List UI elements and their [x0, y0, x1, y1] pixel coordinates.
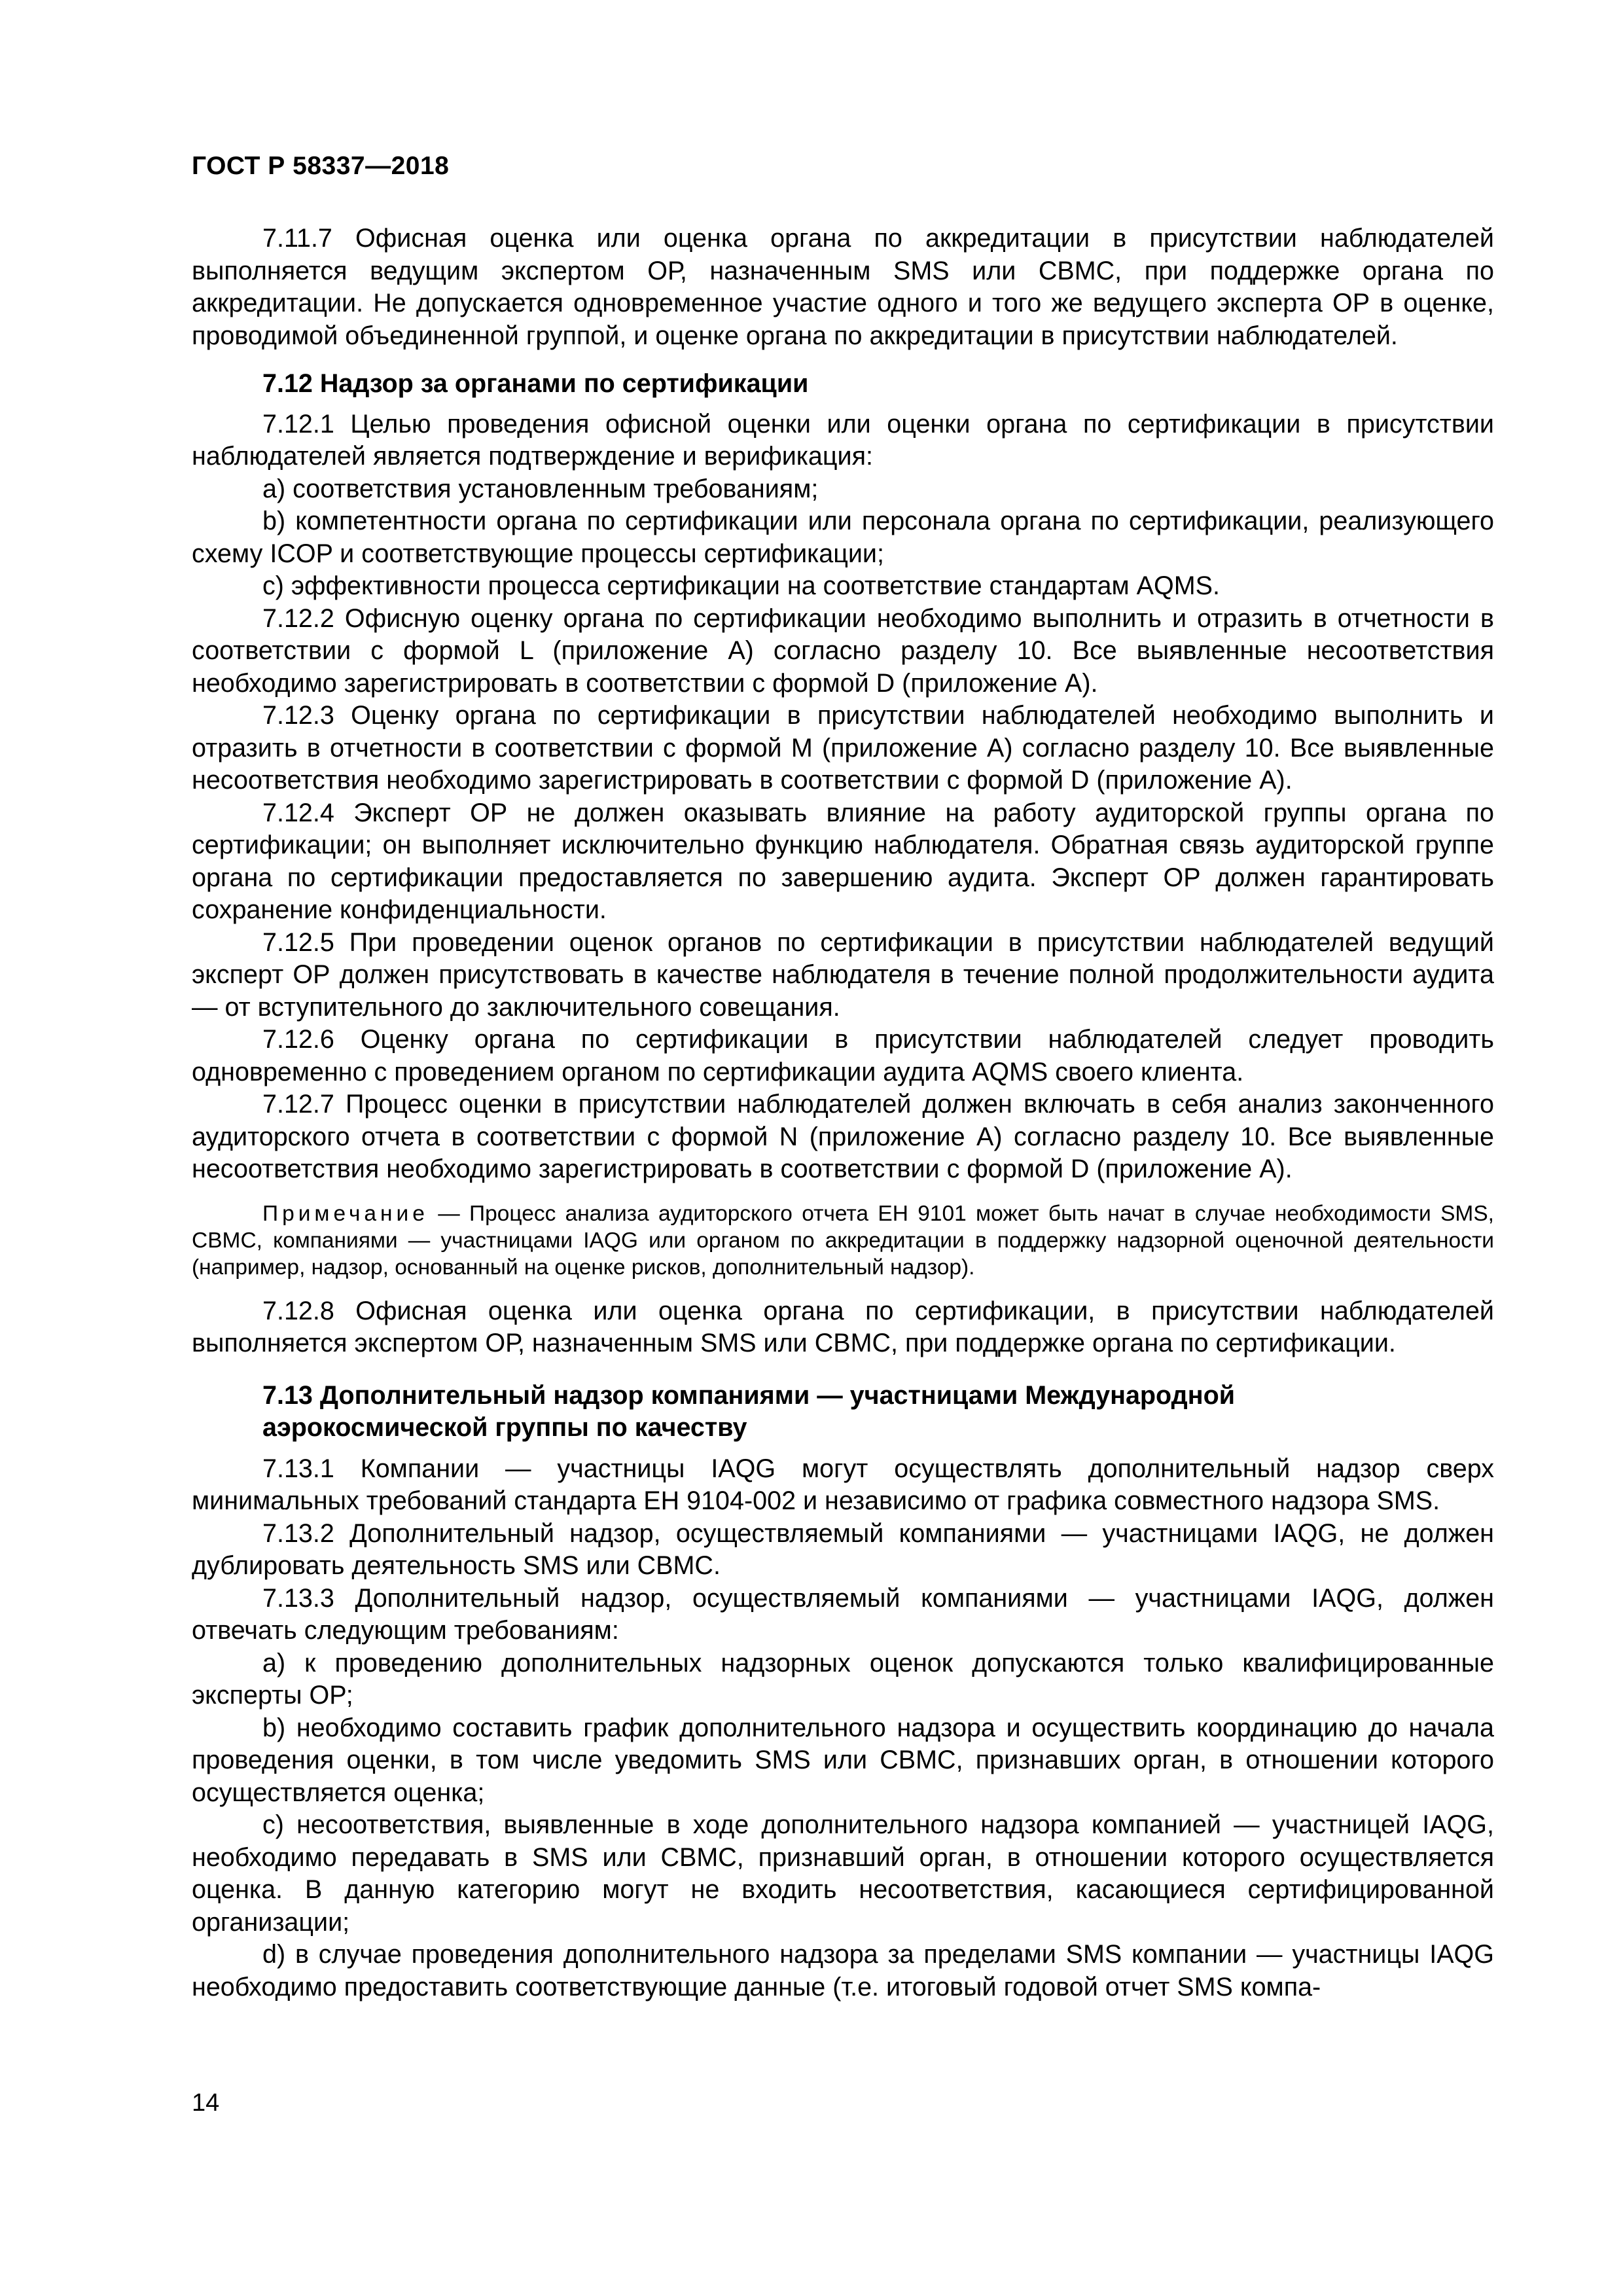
paragraph-7-13-1: 7.13.1 Компании — участницы IAQG могут осуществлять дополнительный надзор сверх минимальных требований стандарта ЕН 9104-002 и независимо от графика совместного надзора SMS. — [192, 1454, 1494, 1515]
paragraph-7-12-6: 7.12.6 Оценку органа по сертификации в присутствии наблюдателей следует проводить одновременно с проведением органом по сертификации аудита AQMS своего клиента. — [192, 1025, 1494, 1086]
paragraph-7-12-7: 7.12.7 Процесс оценки в присутствии наблюдателей должен включать в себя анализ законченного аудиторского отчета в соответствии с формой N (приложение А) согласно разделу 10. Все выявленные несоответствия необходимо зарегистрировать в соответствии с формой D (приложение А). — [192, 1090, 1494, 1183]
paragraph-7-12-5: 7.12.5 При проведении оценок органов по сертификации в присутствии наблюдателей ведущий эксперт ОР должен присутствовать в качестве наблюдателя в течение полной продолжительности аудита — от вступительного до заключительного совещания. — [192, 927, 1494, 1022]
list-item-7-13-3-c: c) несоответствия, выявленные в ходе дополнительного надзора компанией — участницей IAQG, необходимо передавать в SMS или СВМС, признавший орган, в отношении которого осуществляется оценка. В данную категорию могут не входить несоответствия, касающиеся сертифицированной организации; — [192, 1810, 1494, 1937]
paragraph-7-12-3: 7.12.3 Оценку органа по сертификации в присутствии наблюдателей необходимо выполнить и отразить в отчетности в соответствии с формой М (приложение А) согласно разделу 10. Все выявленные несоответствия необходимо зарегистрировать в соответствии с формой D (приложение А). — [192, 701, 1494, 795]
section-heading-7-13-line1: 7.13 Дополнительный надзор компаниями — участницами Международной — [262, 1380, 1235, 1410]
note-label: Примечание — [262, 1201, 429, 1226]
document-standard-id: ГОСТ Р 58337—2018 — [192, 152, 450, 180]
paragraph-7-12-4: 7.12.4 Эксперт ОР не должен оказывать влияние на работу аудиторской группы органа по сертификации; он выполняет исключительно функцию наблюдателя. Обратная связь аудиторской группе органа по сертификации предоставляется по завершению аудита. Эксперт ОР должен гарантировать сохранение конфиденциальности. — [192, 798, 1494, 924]
paragraph-7-12-2: 7.12.2 Офисную оценку органа по сертификации необходимо выполнить и отразить в отчетности в соответствии с формой L (приложение А) согласно разделу 10. Все выявленные несоответствия необходимо зарегистрировать в соответствии с формой D (приложение А). — [192, 603, 1494, 698]
document-body — [192, 223, 1494, 2003]
paragraph-7-12-8: 7.12.8 Офисная оценка или оценка органа по сертификации, в присутствии наблюдателей выполняется экспертом ОР, назначенным SMS или СВМС, при поддержке органа по сертификации. — [192, 1296, 1494, 1357]
list-item-7-13-3-a: a) к проведению дополнительных надзорных оценок допускаются только квалифицированные эксперты ОР; — [192, 1648, 1494, 1710]
page-number: 14 — [192, 2089, 220, 2117]
section-heading-7-13 — [192, 1380, 1494, 1444]
paragraph-7-13-3: 7.13.3 Дополнительный надзор, осуществляемый компаниями — участницами IAQG, должен отвечать следующим требованиям: — [192, 1583, 1494, 1645]
note-text: — Процесс анализа аудиторского отчета ЕН 9101 может быть начат в случае необходимости SMS, СВМС, компаниями — участницами IAQG или органом по аккредитации в поддержку надзорной оценочной деятельности (например, надзор, основанный на оценке рисков, дополнительный надзор). — [192, 1201, 1494, 1280]
section-heading-7-13-line2: аэрокосмической группы по качеству — [262, 1412, 747, 1442]
paragraph-7-12-1: 7.12.1 Целью проведения офисной оценки или оценки органа по сертификации в присутствии наблюдателей является подтверждение и верификация: — [192, 409, 1494, 471]
paragraph-7-11-7: 7.11.7 Офисная оценка или оценка органа по аккредитации в присутствии наблюдателей выполняется ведущим экспертом ОР, назначенным SMS или СВМС, при поддержке органа по аккредитации. Не допускается одновременное участие одного и того же ведущего эксперта ОР в оценке, проводимой объединенной группой, и оценке органа по аккредитации в присутствии наблюдателей. — [192, 224, 1494, 350]
note-block — [192, 1200, 1494, 1281]
paragraph-7-13-2: 7.13.2 Дополнительный надзор, осуществляемый компаниями — участницами IAQG, не должен дублировать деятельность SMS или СВМС. — [192, 1518, 1494, 1580]
list-item-7-12-1-c: c) эффективности процесса сертификации на соответствие стандартам AQMS. — [262, 571, 1220, 600]
list-item-7-12-1-b: b) компетентности органа по сертификации или персонала органа по сертификации, реализующего схему ICOP и соответствующие процессы сертификации; — [192, 507, 1494, 568]
section-heading-7-12: 7.12 Надзор за органами по сертификации — [262, 369, 809, 398]
list-item-7-13-3-d: d) в случае проведения дополнительного надзора за пределами SMS компании — участницы IAQG необходимо предоставить соответствующие данные (т.е. итоговый годовой отчет SMS компа- — [192, 1940, 1494, 2001]
list-item-7-12-1-a: a) соответствия установленным требованиям; — [262, 474, 819, 503]
list-item-7-13-3-b: b) необходимо составить график дополнительного надзора и осуществить координацию до начала проведения оценки, в том числе уведомить SMS или СВМС, признавших орган, в отношении которого осуществляется оценка; — [192, 1713, 1494, 1807]
